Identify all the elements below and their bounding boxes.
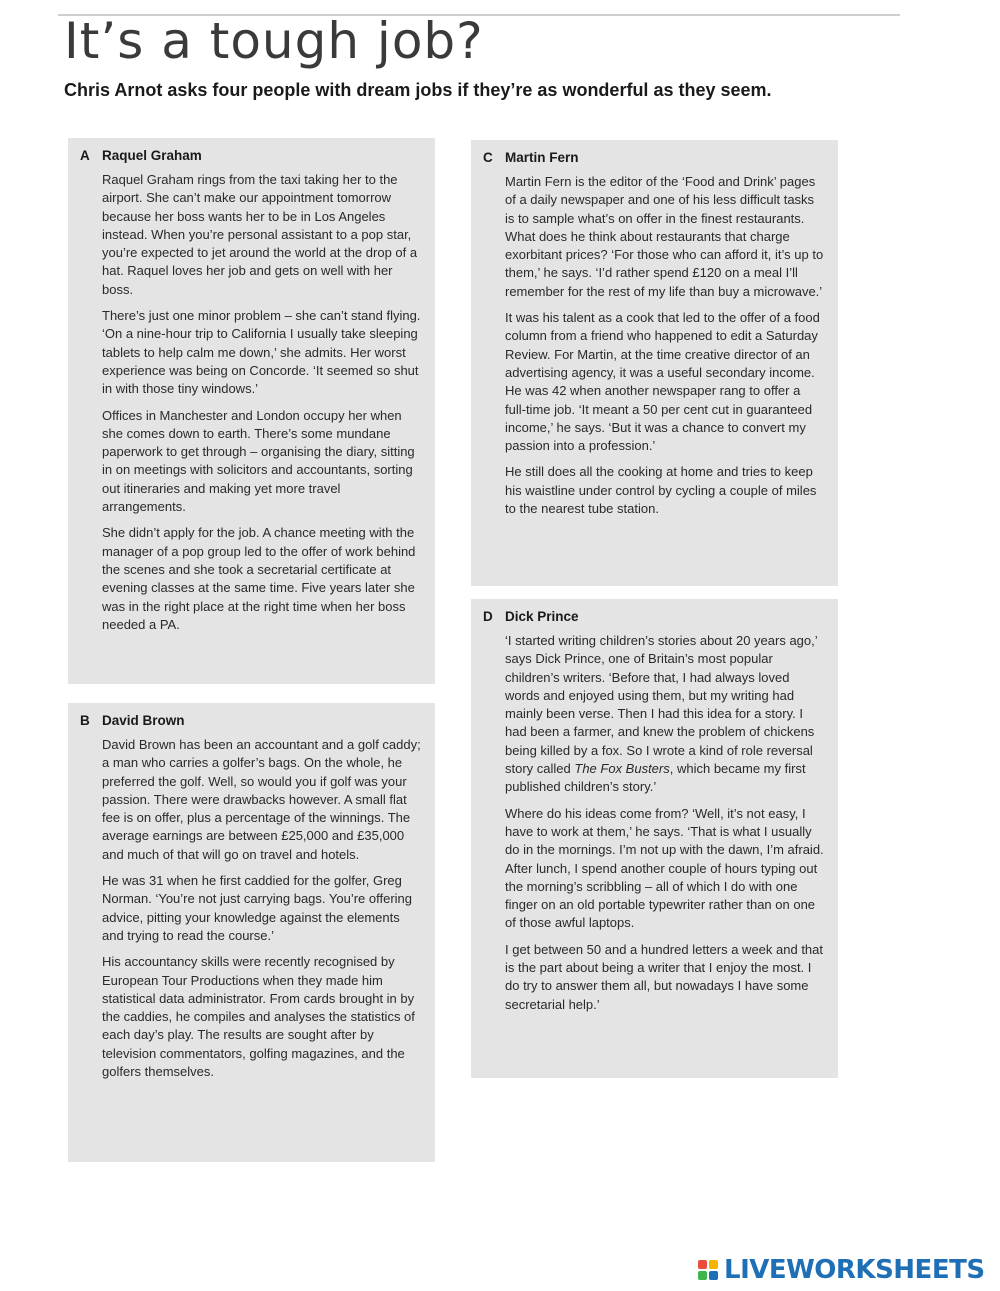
- page-title: It’s a tough job?: [64, 12, 484, 70]
- section-c-box: [471, 140, 838, 586]
- section-a-paragraph-4: She didn’t apply for the job. A chance meeting with the manager of a pop group led to the offer of work behind the scenes and she took a secretarial certificate at evening classes at the same time. Five years later she was in the right place at the right time when her boss needed a PA.: [102, 525, 416, 632]
- section-d-paragraph-1-start: ‘I started writing children’s stories about 20 years ago,’ says Dick Prince, one of Britain’s most popular children’s writers. ‘Before that, I had always loved words and enjoyed using them, but my writing had mainly been verse. Then I had this idea for a story. I had been a farmer, and knew the problem of chickens being killed by a fox. So I wrote a kind of role reversal story called: [505, 633, 818, 777]
- section-c-name: Martin Fern: [505, 150, 579, 165]
- section-a-paragraph-2: There’s just one minor problem – she can’t stand flying. ‘On a nine-hour trip to California I usually take sleeping tablets to help calm me down,’ she admits. Her worst experience was being on Concorde. ‘It seemed so shut in with those tiny windows.’: [102, 308, 421, 397]
- section-d-paragraph-3: I get between 50 and a hundred letters a week and that is the part about being a writer that I enjoy the most. I do try to answer them all, but nowadays I have some secretarial help.’: [505, 941, 824, 1012]
- section-b-letter: B: [80, 713, 90, 728]
- logo-square-yellow: [709, 1260, 718, 1269]
- section-c-paragraph-1: Martin Fern is the editor of the ‘Food and Drink’ pages of a daily newspaper and one of his less difficult tasks is to sample what’s on offer in the finest restaurants. What does he think about restaurants that charge exorbitant prices? ‘For those who can afford it, it’s up to them,’ he says. ‘I’d rather spend £120 on a meal I’ll remember for the rest of my life than buy a microwave.’: [505, 174, 824, 299]
- book-title: The Fox Busters: [574, 761, 670, 777]
- section-c-paragraph-3: He still does all the cooking at home and tries to keep his waistline under control by cycling a couple of miles to the nearest tube station.: [505, 464, 817, 517]
- section-d-letter: D: [483, 609, 493, 624]
- section-a-paragraph-3: Offices in Manchester and London occupy her when she comes down to earth. There’s some mundane paperwork to get through – organising the diary, sitting in on meetings with solicitors and accountants, sorting out itineraries and making yet more travel arrangements.: [102, 407, 415, 515]
- section-b-name: David Brown: [102, 713, 185, 728]
- section-b-paragraph-3: His accountancy skills were recently recognised by European Tour Productions when they made him statistical data administrator. From cards brought in by the caddies, he compiles and analyses the statistics of each day’s play. The results are sought after by television commentators, golfing magazines, and the golfers themselves.: [102, 954, 415, 1080]
- section-b-box: [68, 703, 435, 1162]
- logo-square-red: [698, 1260, 707, 1269]
- logo-square-blue: [709, 1271, 718, 1280]
- section-a-paragraph-1: Raquel Graham rings from the taxi taking her to the airport. She can’t make our appointment tomorrow because her boss wants her to be in Los Angeles instead. When you’re personal assistant to a pop star, you’re expected to jet around the world at the drop of a hat. Raquel loves her job and gets on well with her boss.: [102, 172, 418, 297]
- section-d-paragraph-1: [505, 632, 824, 797]
- section-c-letter: C: [483, 150, 493, 165]
- logo-grid-icon: [698, 1260, 718, 1280]
- section-d-paragraph-1-end: , which became my first published children’s story.’: [505, 761, 806, 795]
- section-b-header: [80, 713, 421, 728]
- section-c-paragraph-2: It was his talent as a cook that led to the offer of a food column from a friend who happened to edit a Saturday Review. For Martin, at the time creative director of an advertising agency, it was a useful secondary income. He was 42 when another newspaper rang to offer a full-time job. ‘It meant a 50 per cent cut in guaranteed income,’ he says. ‘But it was a chance to convert my passion into a profession.’: [505, 310, 820, 454]
- section-a-name: Raquel Graham: [102, 148, 202, 163]
- section-a-header: [80, 148, 421, 163]
- section-d-box: [471, 599, 838, 1078]
- section-d-header: [483, 609, 824, 624]
- logo-text: LIVEWORKSHEETS: [724, 1255, 985, 1285]
- section-b-paragraph-2: He was 31 when he first caddied for the golfer, Greg Norman. ‘You’re not just carrying bags. You’re offering advice, pitting your knowledge against the elements and trying to read the course.’: [102, 873, 413, 943]
- page-subtitle: Chris Arnot asks four people with dream jobs if they’re as wonderful as they seem.: [64, 80, 772, 100]
- section-d-name: Dick Prince: [505, 609, 579, 624]
- section-c-header: [483, 150, 824, 165]
- section-b-paragraph-1: David Brown has been an accountant and a golf caddy; a man who carries a golfer’s bags. On the whole, he preferred the golf. Well, so would you if golf was your passion. There were drawbacks however. A small flat fee is on offer, plus a percentage of the winnings. The average earnings are between £25,000 and £35,000 and much of that will go on travel and hotels.: [102, 737, 421, 862]
- logo-square-green: [698, 1271, 707, 1280]
- section-d-paragraph-2: Where do his ideas come from? ‘Well, it’s not easy, I have to work at them,’ he says. ‘That is what I usually do in the mornings. I’m not up with the dawn, I’m afraid. After lunch, I spend another couple of hours typing out the morning’s scribbling – all of which I do with one finger on an old portable typewriter rather than on one of those awful laptops.: [505, 805, 824, 931]
- liveworksheets-logo[interactable]: [698, 1255, 985, 1285]
- section-a-box: [68, 138, 435, 684]
- section-a-letter: A: [80, 148, 90, 163]
